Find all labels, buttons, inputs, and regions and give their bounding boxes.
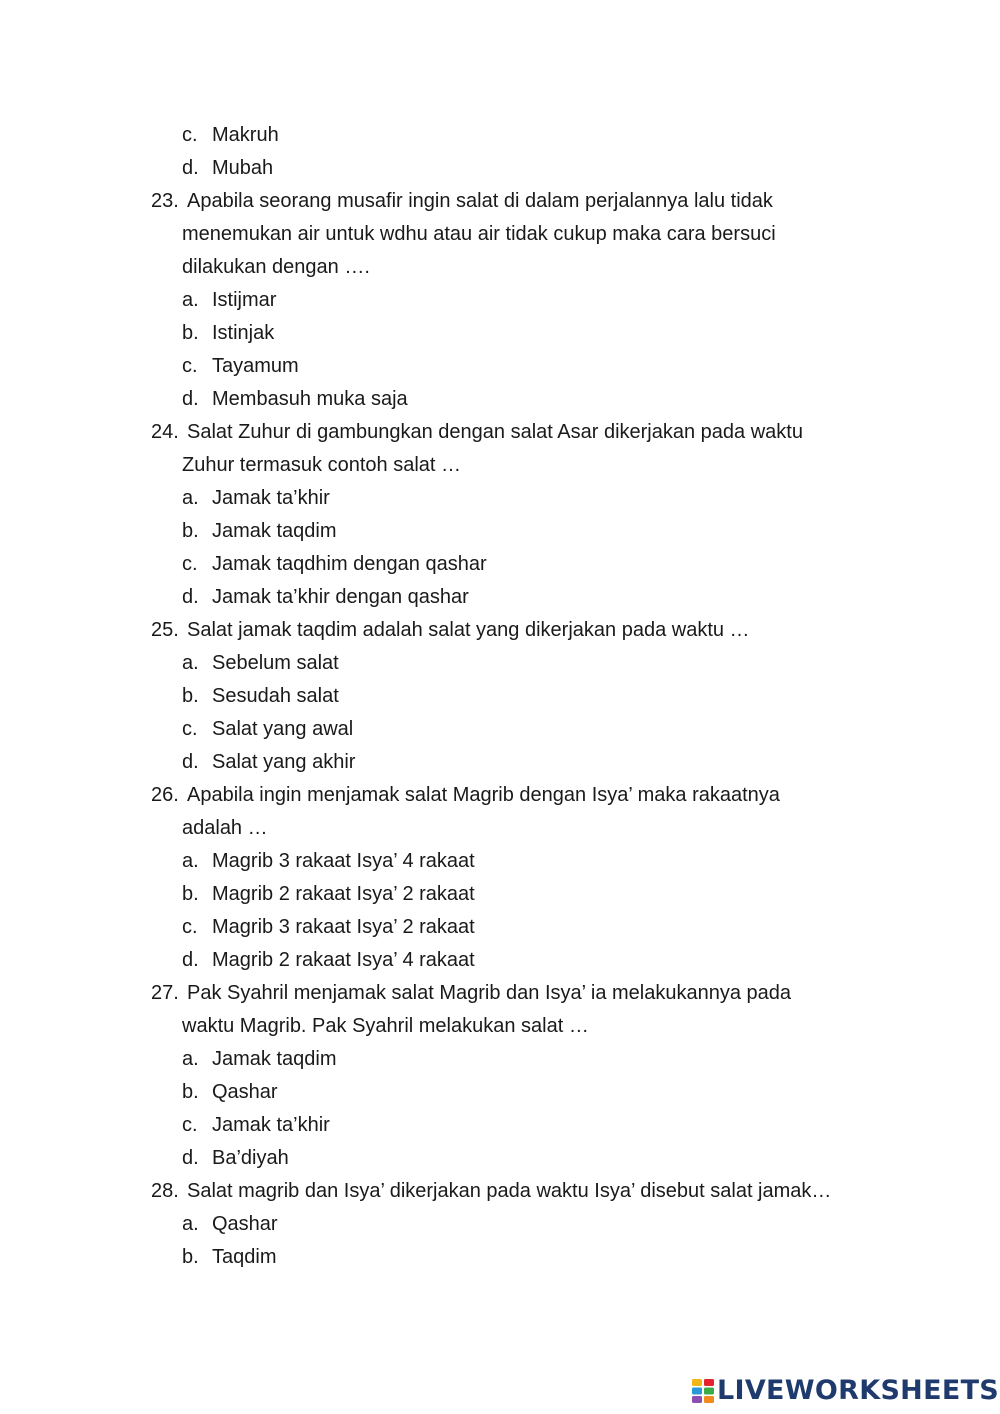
question-text: Zuhur termasuk contoh salat … xyxy=(182,454,462,476)
option-letter: c. xyxy=(182,916,198,938)
answer-option xyxy=(0,1109,1000,1142)
option-text: Qashar xyxy=(212,1081,278,1103)
question-line xyxy=(0,977,1000,1010)
option-text: Makruh xyxy=(212,124,279,146)
answer-option xyxy=(0,1043,1000,1076)
question-number: 28. xyxy=(151,1180,179,1202)
answer-option xyxy=(0,548,1000,581)
question-text-continuation xyxy=(0,812,1000,845)
question-number: 26. xyxy=(151,784,179,806)
option-letter: d. xyxy=(182,388,199,410)
option-text: Magrib 2 rakaat Isya’ 4 rakaat xyxy=(212,949,475,971)
option-text: Jamak taqdim xyxy=(212,520,337,542)
answer-option xyxy=(0,944,1000,977)
option-letter: d. xyxy=(182,157,199,179)
question-number: 24. xyxy=(151,421,179,443)
answer-option xyxy=(0,284,1000,317)
option-letter: a. xyxy=(182,289,199,311)
option-letter: d. xyxy=(182,1147,199,1169)
option-letter: c. xyxy=(182,355,198,377)
option-text: Jamak taqdhim dengan qashar xyxy=(212,553,487,575)
liveworksheets-logo-icon xyxy=(692,1379,714,1403)
question-text: Pak Syahril menjamak salat Magrib dan Isya’ ia melakukannya pada xyxy=(187,982,792,1004)
question-text: Salat jamak taqdim adalah salat yang dikerjakan pada waktu … xyxy=(187,619,750,641)
answer-option xyxy=(0,746,1000,779)
answer-option xyxy=(0,152,1000,185)
option-text: Salat yang akhir xyxy=(212,751,356,773)
question-line xyxy=(0,185,1000,218)
option-letter: c. xyxy=(182,124,198,146)
answer-option xyxy=(0,911,1000,944)
question-number: 23. xyxy=(151,190,179,212)
answer-option xyxy=(0,482,1000,515)
option-letter: c. xyxy=(182,1114,198,1136)
answer-option xyxy=(0,119,1000,152)
option-letter: b. xyxy=(182,1081,199,1103)
option-letter: d. xyxy=(182,949,199,971)
answer-option xyxy=(0,1076,1000,1109)
option-text: Magrib 3 rakaat Isya’ 2 rakaat xyxy=(212,916,475,938)
option-letter: b. xyxy=(182,883,199,905)
option-text: Tayamum xyxy=(212,355,299,377)
option-letter: c. xyxy=(182,718,198,740)
question-text: waktu Magrib. Pak Syahril melakukan salat … xyxy=(182,1015,589,1037)
answer-option xyxy=(0,383,1000,416)
option-text: Jamak taqdim xyxy=(212,1048,337,1070)
answer-option xyxy=(0,317,1000,350)
option-text: Magrib 3 rakaat Isya’ 4 rakaat xyxy=(212,850,475,872)
answer-option xyxy=(0,515,1000,548)
question-text-continuation xyxy=(0,218,1000,251)
question-line xyxy=(0,614,1000,647)
liveworksheets-logo[interactable] xyxy=(692,1374,999,1408)
question-text-continuation xyxy=(0,251,1000,284)
option-letter: b. xyxy=(182,322,199,344)
option-text: Ba’diyah xyxy=(212,1147,289,1169)
question-line xyxy=(0,779,1000,812)
option-letter: b. xyxy=(182,685,199,707)
question-line xyxy=(0,416,1000,449)
answer-option xyxy=(0,647,1000,680)
option-letter: d. xyxy=(182,751,199,773)
question-text: menemukan air untuk wdhu atau air tidak cukup maka cara bersuci xyxy=(182,223,776,245)
answer-option xyxy=(0,350,1000,383)
option-letter: b. xyxy=(182,520,199,542)
answer-option xyxy=(0,878,1000,911)
option-text: Jamak ta’khir xyxy=(212,1114,330,1136)
option-text: Qashar xyxy=(212,1213,278,1235)
option-text: Salat yang awal xyxy=(212,718,354,740)
option-text: Membasuh muka saja xyxy=(212,388,408,410)
option-text: Jamak ta’khir dengan qashar xyxy=(212,586,469,608)
question-text: dilakukan dengan …. xyxy=(182,256,370,278)
option-text: Istijmar xyxy=(212,289,277,311)
option-letter: c. xyxy=(182,553,198,575)
option-letter: a. xyxy=(182,652,199,674)
option-text: Taqdim xyxy=(212,1246,277,1268)
question-text: Apabila seorang musafir ingin salat di dalam perjalannya lalu tidak xyxy=(187,190,773,212)
option-letter: a. xyxy=(182,487,199,509)
option-letter: a. xyxy=(182,1048,199,1070)
option-text: Magrib 2 rakaat Isya’ 2 rakaat xyxy=(212,883,475,905)
logo-text: LIVEWORKSHEETS xyxy=(717,1375,1000,1406)
question-text-continuation xyxy=(0,449,1000,482)
option-text: Istinjak xyxy=(212,322,275,344)
answer-option xyxy=(0,1241,1000,1274)
option-letter: a. xyxy=(182,1213,199,1235)
question-text: Apabila ingin menjamak salat Magrib dengan Isya’ maka rakaatnya xyxy=(187,784,780,806)
option-text: Jamak ta’khir xyxy=(212,487,330,509)
question-text: Salat Zuhur di gambungkan dengan salat Asar dikerjakan pada waktu xyxy=(187,421,803,443)
answer-option xyxy=(0,1208,1000,1241)
question-text-continuation xyxy=(0,1010,1000,1043)
question-number: 27. xyxy=(151,982,179,1004)
option-letter: a. xyxy=(182,850,199,872)
question-number: 25. xyxy=(151,619,179,641)
answer-option xyxy=(0,713,1000,746)
answer-option xyxy=(0,845,1000,878)
question-text: Salat magrib dan Isya’ dikerjakan pada waktu Isya’ disebut salat jamak… xyxy=(187,1180,832,1202)
option-text: Sesudah salat xyxy=(212,685,339,707)
answer-option xyxy=(0,680,1000,713)
option-letter: d. xyxy=(182,586,199,608)
option-text: Sebelum salat xyxy=(212,652,339,674)
option-text: Mubah xyxy=(212,157,274,179)
answer-option xyxy=(0,581,1000,614)
answer-option xyxy=(0,1142,1000,1175)
question-line xyxy=(0,1175,1000,1208)
question-text: adalah … xyxy=(182,817,268,839)
option-letter: b. xyxy=(182,1246,199,1268)
